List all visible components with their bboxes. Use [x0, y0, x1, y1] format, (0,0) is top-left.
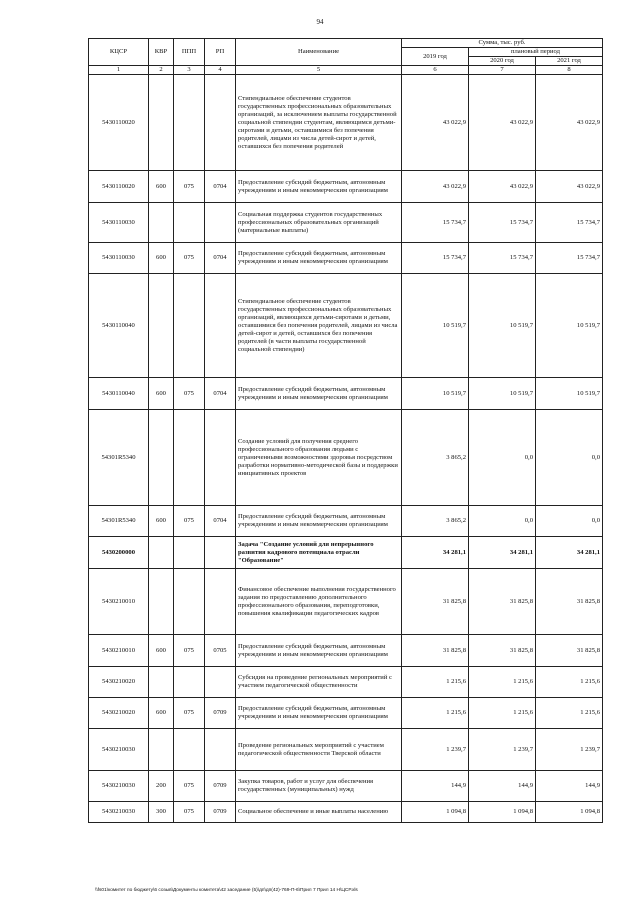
amount-2019-cell: 15 734,7	[402, 243, 469, 274]
table-row	[89, 274, 603, 378]
file-path-footer: \\fs01\комитет по бюджету\6 созыв\Документы комитета\42 заседание (5)\дп\дп(42)-769-П-6\Прил 7 Прил 14 Н\ЦСР.xls	[95, 888, 358, 893]
ppp-cell	[174, 537, 205, 569]
amount-2020-cell: 144,9	[469, 771, 536, 802]
kcsr-cell: 5430110030	[89, 203, 149, 243]
ppp-cell: 075	[174, 635, 205, 667]
amount-2020-cell: 10 519,7	[469, 378, 536, 410]
page-number: 94	[316, 18, 324, 26]
ppp-cell	[174, 410, 205, 506]
table-row	[89, 203, 603, 243]
ppp-cell	[174, 667, 205, 698]
table-row	[89, 635, 603, 667]
column-number: 8	[536, 66, 603, 75]
amount-2019-cell: 15 734,7	[402, 203, 469, 243]
ppp-cell	[174, 729, 205, 771]
rp-cell	[205, 203, 236, 243]
amount-2021-cell: 144,9	[536, 771, 603, 802]
table-row	[89, 75, 603, 171]
ppp-cell: 075	[174, 171, 205, 203]
amount-2020-cell: 15 734,7	[469, 203, 536, 243]
kvr-cell	[149, 729, 174, 771]
kvr-cell: 200	[149, 771, 174, 802]
ppp-cell	[174, 203, 205, 243]
name-cell: Создание условий для получения среднего профессионального образования людьми с ограниченными возможностями здоровья посредством разработки нормативно-методической базы и поддержки инициативных проектов	[236, 410, 402, 506]
name-cell: Закупка товаров, работ и услуг для обеспечения государственных (муниципальных) нужд	[236, 771, 402, 802]
column-number: 3	[174, 66, 205, 75]
header-planned-period: плановый период	[469, 48, 603, 57]
table-row	[89, 378, 603, 410]
amount-2019-cell: 1 215,6	[402, 698, 469, 729]
kvr-cell	[149, 75, 174, 171]
amount-2021-cell: 15 734,7	[536, 243, 603, 274]
name-cell: Социальное обеспечение и иные выплаты населению	[236, 802, 402, 823]
rp-cell	[205, 537, 236, 569]
amount-2021-cell: 1 215,6	[536, 698, 603, 729]
rp-cell	[205, 75, 236, 171]
amount-2019-cell: 144,9	[402, 771, 469, 802]
name-cell: Предоставление субсидий бюджетным, автономным учреждениям и иным некоммерческим организациям	[236, 243, 402, 274]
table-row	[89, 771, 603, 802]
rp-cell: 0705	[205, 635, 236, 667]
amount-2019-cell: 1 094,8	[402, 802, 469, 823]
amount-2021-cell: 34 281,1	[536, 537, 603, 569]
kcsr-cell: 5430110040	[89, 274, 149, 378]
ppp-cell	[174, 75, 205, 171]
kcsr-cell: 54301R5340	[89, 506, 149, 537]
amount-2020-cell: 31 825,8	[469, 569, 536, 635]
name-cell: Предоставление субсидий бюджетным, автономным учреждениям и иным некоммерческим организациям	[236, 698, 402, 729]
table-row	[89, 537, 603, 569]
ppp-cell: 075	[174, 378, 205, 410]
amount-2020-cell: 1 215,6	[469, 667, 536, 698]
amount-2020-cell: 1 094,8	[469, 802, 536, 823]
kcsr-cell: 5430210020	[89, 698, 149, 729]
amount-2019-cell: 3 865,2	[402, 410, 469, 506]
kvr-cell: 600	[149, 698, 174, 729]
name-cell: Стипендиальное обеспечение студентов государственных профессиональных образовательных организаций, являющихся детьми-сиротами и детьми, оставшимися без попечения родителей, лицами из числа детей-сирот и детей, оставшихся без попечения родителей (в части выплаты государственной социальной стипендии)	[236, 274, 402, 378]
ppp-cell: 075	[174, 698, 205, 729]
kcsr-cell: 5430210030	[89, 729, 149, 771]
kcsr-cell: 5430210010	[89, 635, 149, 667]
kvr-cell: 600	[149, 635, 174, 667]
table-row	[89, 506, 603, 537]
kcsr-cell: 54301R5340	[89, 410, 149, 506]
amount-2020-cell: 0,0	[469, 506, 536, 537]
kcsr-cell: 5430110020	[89, 75, 149, 171]
amount-2020-cell: 1 239,7	[469, 729, 536, 771]
amount-2020-cell: 15 734,7	[469, 243, 536, 274]
amount-2020-cell: 10 519,7	[469, 274, 536, 378]
column-number: 4	[205, 66, 236, 75]
kvr-cell: 600	[149, 243, 174, 274]
amount-2020-cell: 31 825,8	[469, 635, 536, 667]
kvr-cell: 600	[149, 378, 174, 410]
amount-2020-cell: 1 215,6	[469, 698, 536, 729]
name-cell: Предоставление субсидий бюджетным, автономным учреждениям и иным некоммерческим организациям	[236, 171, 402, 203]
amount-2019-cell: 10 519,7	[402, 274, 469, 378]
header-2019: 2019 год	[402, 48, 469, 66]
column-number-row	[89, 66, 603, 75]
amount-2019-cell: 31 825,8	[402, 569, 469, 635]
header-2020: 2020 год	[469, 57, 536, 66]
kcsr-cell: 5430210030	[89, 771, 149, 802]
name-cell: Социальная поддержка студентов государственных профессиональных образовательных организаций (материальные выплаты)	[236, 203, 402, 243]
amount-2021-cell: 1 094,8	[536, 802, 603, 823]
name-cell: Предоставление субсидий бюджетным, автономным учреждениям и иным некоммерческим организациям	[236, 506, 402, 537]
amount-2021-cell: 10 519,7	[536, 274, 603, 378]
kcsr-cell: 5430210030	[89, 802, 149, 823]
rp-cell	[205, 274, 236, 378]
rp-cell: 0704	[205, 243, 236, 274]
ppp-cell: 075	[174, 771, 205, 802]
column-number: 1	[89, 66, 149, 75]
header-2021: 2021 год	[536, 57, 603, 66]
amount-2020-cell: 34 281,1	[469, 537, 536, 569]
name-cell: Субсидия на проведение региональных мероприятий с участием педагогической общественности	[236, 667, 402, 698]
amount-2021-cell: 43 022,9	[536, 171, 603, 203]
rp-cell: 0704	[205, 171, 236, 203]
column-number: 6	[402, 66, 469, 75]
amount-2020-cell: 43 022,9	[469, 75, 536, 171]
ppp-cell	[174, 569, 205, 635]
amount-2019-cell: 34 281,1	[402, 537, 469, 569]
amount-2021-cell: 43 022,9	[536, 75, 603, 171]
kcsr-cell: 5430210010	[89, 569, 149, 635]
rp-cell: 0704	[205, 506, 236, 537]
table-row	[89, 729, 603, 771]
header-rp: РП	[205, 39, 236, 66]
amount-2020-cell: 43 022,9	[469, 171, 536, 203]
amount-2021-cell: 1 215,6	[536, 667, 603, 698]
amount-2021-cell: 10 519,7	[536, 378, 603, 410]
kvr-cell	[149, 569, 174, 635]
header-sum: Сумма, тыс. руб.	[402, 39, 603, 48]
kvr-cell: 600	[149, 506, 174, 537]
header-name: Наименование	[236, 39, 402, 66]
amount-2019-cell: 1 215,6	[402, 667, 469, 698]
amount-2019-cell: 3 865,2	[402, 506, 469, 537]
table-row	[89, 698, 603, 729]
table-row	[89, 569, 603, 635]
column-number: 5	[236, 66, 402, 75]
kvr-cell	[149, 410, 174, 506]
rp-cell	[205, 569, 236, 635]
amount-2021-cell: 0,0	[536, 506, 603, 537]
amount-2020-cell: 0,0	[469, 410, 536, 506]
kcsr-cell: 5430110020	[89, 171, 149, 203]
amount-2021-cell: 1 239,7	[536, 729, 603, 771]
amount-2021-cell: 31 825,8	[536, 635, 603, 667]
amount-2021-cell: 15 734,7	[536, 203, 603, 243]
column-number: 2	[149, 66, 174, 75]
amount-2019-cell: 10 519,7	[402, 378, 469, 410]
name-cell: Проведение региональных мероприятий с участием педагогической общественности Тверской области	[236, 729, 402, 771]
rp-cell: 0709	[205, 771, 236, 802]
name-cell: Финансовое обеспечение выполнения государственного задания по предоставлению дополнительного профессионального образования, переподготовки, повышения квалификации педагогических кадров	[236, 569, 402, 635]
name-cell: Предоставление субсидий бюджетным, автономным учреждениям и иным некоммерческим организациям	[236, 378, 402, 410]
table-row	[89, 410, 603, 506]
kcsr-cell: 5430110030	[89, 243, 149, 274]
name-cell: Задача "Создание условий для непрерывного развития кадрового потенциала отрасли "Образование"	[236, 537, 402, 569]
amount-2019-cell: 31 825,8	[402, 635, 469, 667]
header-kcsr: КЦСР	[89, 39, 149, 66]
amount-2019-cell: 43 022,9	[402, 171, 469, 203]
amount-2021-cell: 31 825,8	[536, 569, 603, 635]
amount-2019-cell: 1 239,7	[402, 729, 469, 771]
table-row	[89, 667, 603, 698]
amount-2019-cell: 43 022,9	[402, 75, 469, 171]
table-row	[89, 802, 603, 823]
ppp-cell: 075	[174, 802, 205, 823]
ppp-cell: 075	[174, 506, 205, 537]
header-ppp: ППП	[174, 39, 205, 66]
header-kvr: КВР	[149, 39, 174, 66]
rp-cell: 0709	[205, 698, 236, 729]
kvr-cell	[149, 667, 174, 698]
amount-2021-cell: 0,0	[536, 410, 603, 506]
kvr-cell	[149, 274, 174, 378]
table-row	[89, 243, 603, 274]
kcsr-cell: 5430210020	[89, 667, 149, 698]
kvr-cell: 300	[149, 802, 174, 823]
kcsr-cell: 5430200000	[89, 537, 149, 569]
column-number: 7	[469, 66, 536, 75]
kvr-cell	[149, 537, 174, 569]
rp-cell	[205, 410, 236, 506]
kvr-cell	[149, 203, 174, 243]
ppp-cell: 075	[174, 243, 205, 274]
rp-cell: 0704	[205, 378, 236, 410]
rp-cell: 0709	[205, 802, 236, 823]
name-cell: Предоставление субсидий бюджетным, автономным учреждениям и иным некоммерческим организациям	[236, 635, 402, 667]
rp-cell	[205, 729, 236, 771]
budget-table	[88, 38, 603, 823]
name-cell: Стипендиальное обеспечение студентов государственных профессиональных образовательных организаций, за исключением выплаты государственной социальной стипендии студентам, являющимся детьми-сиротами и детьми, оставшимися без попечения родителей, лицами из числа детей-сирот и детей, оставшихся без попечения родителей	[236, 75, 402, 171]
kvr-cell: 600	[149, 171, 174, 203]
rp-cell	[205, 667, 236, 698]
kcsr-cell: 5430110040	[89, 378, 149, 410]
table-row	[89, 171, 603, 203]
ppp-cell	[174, 274, 205, 378]
